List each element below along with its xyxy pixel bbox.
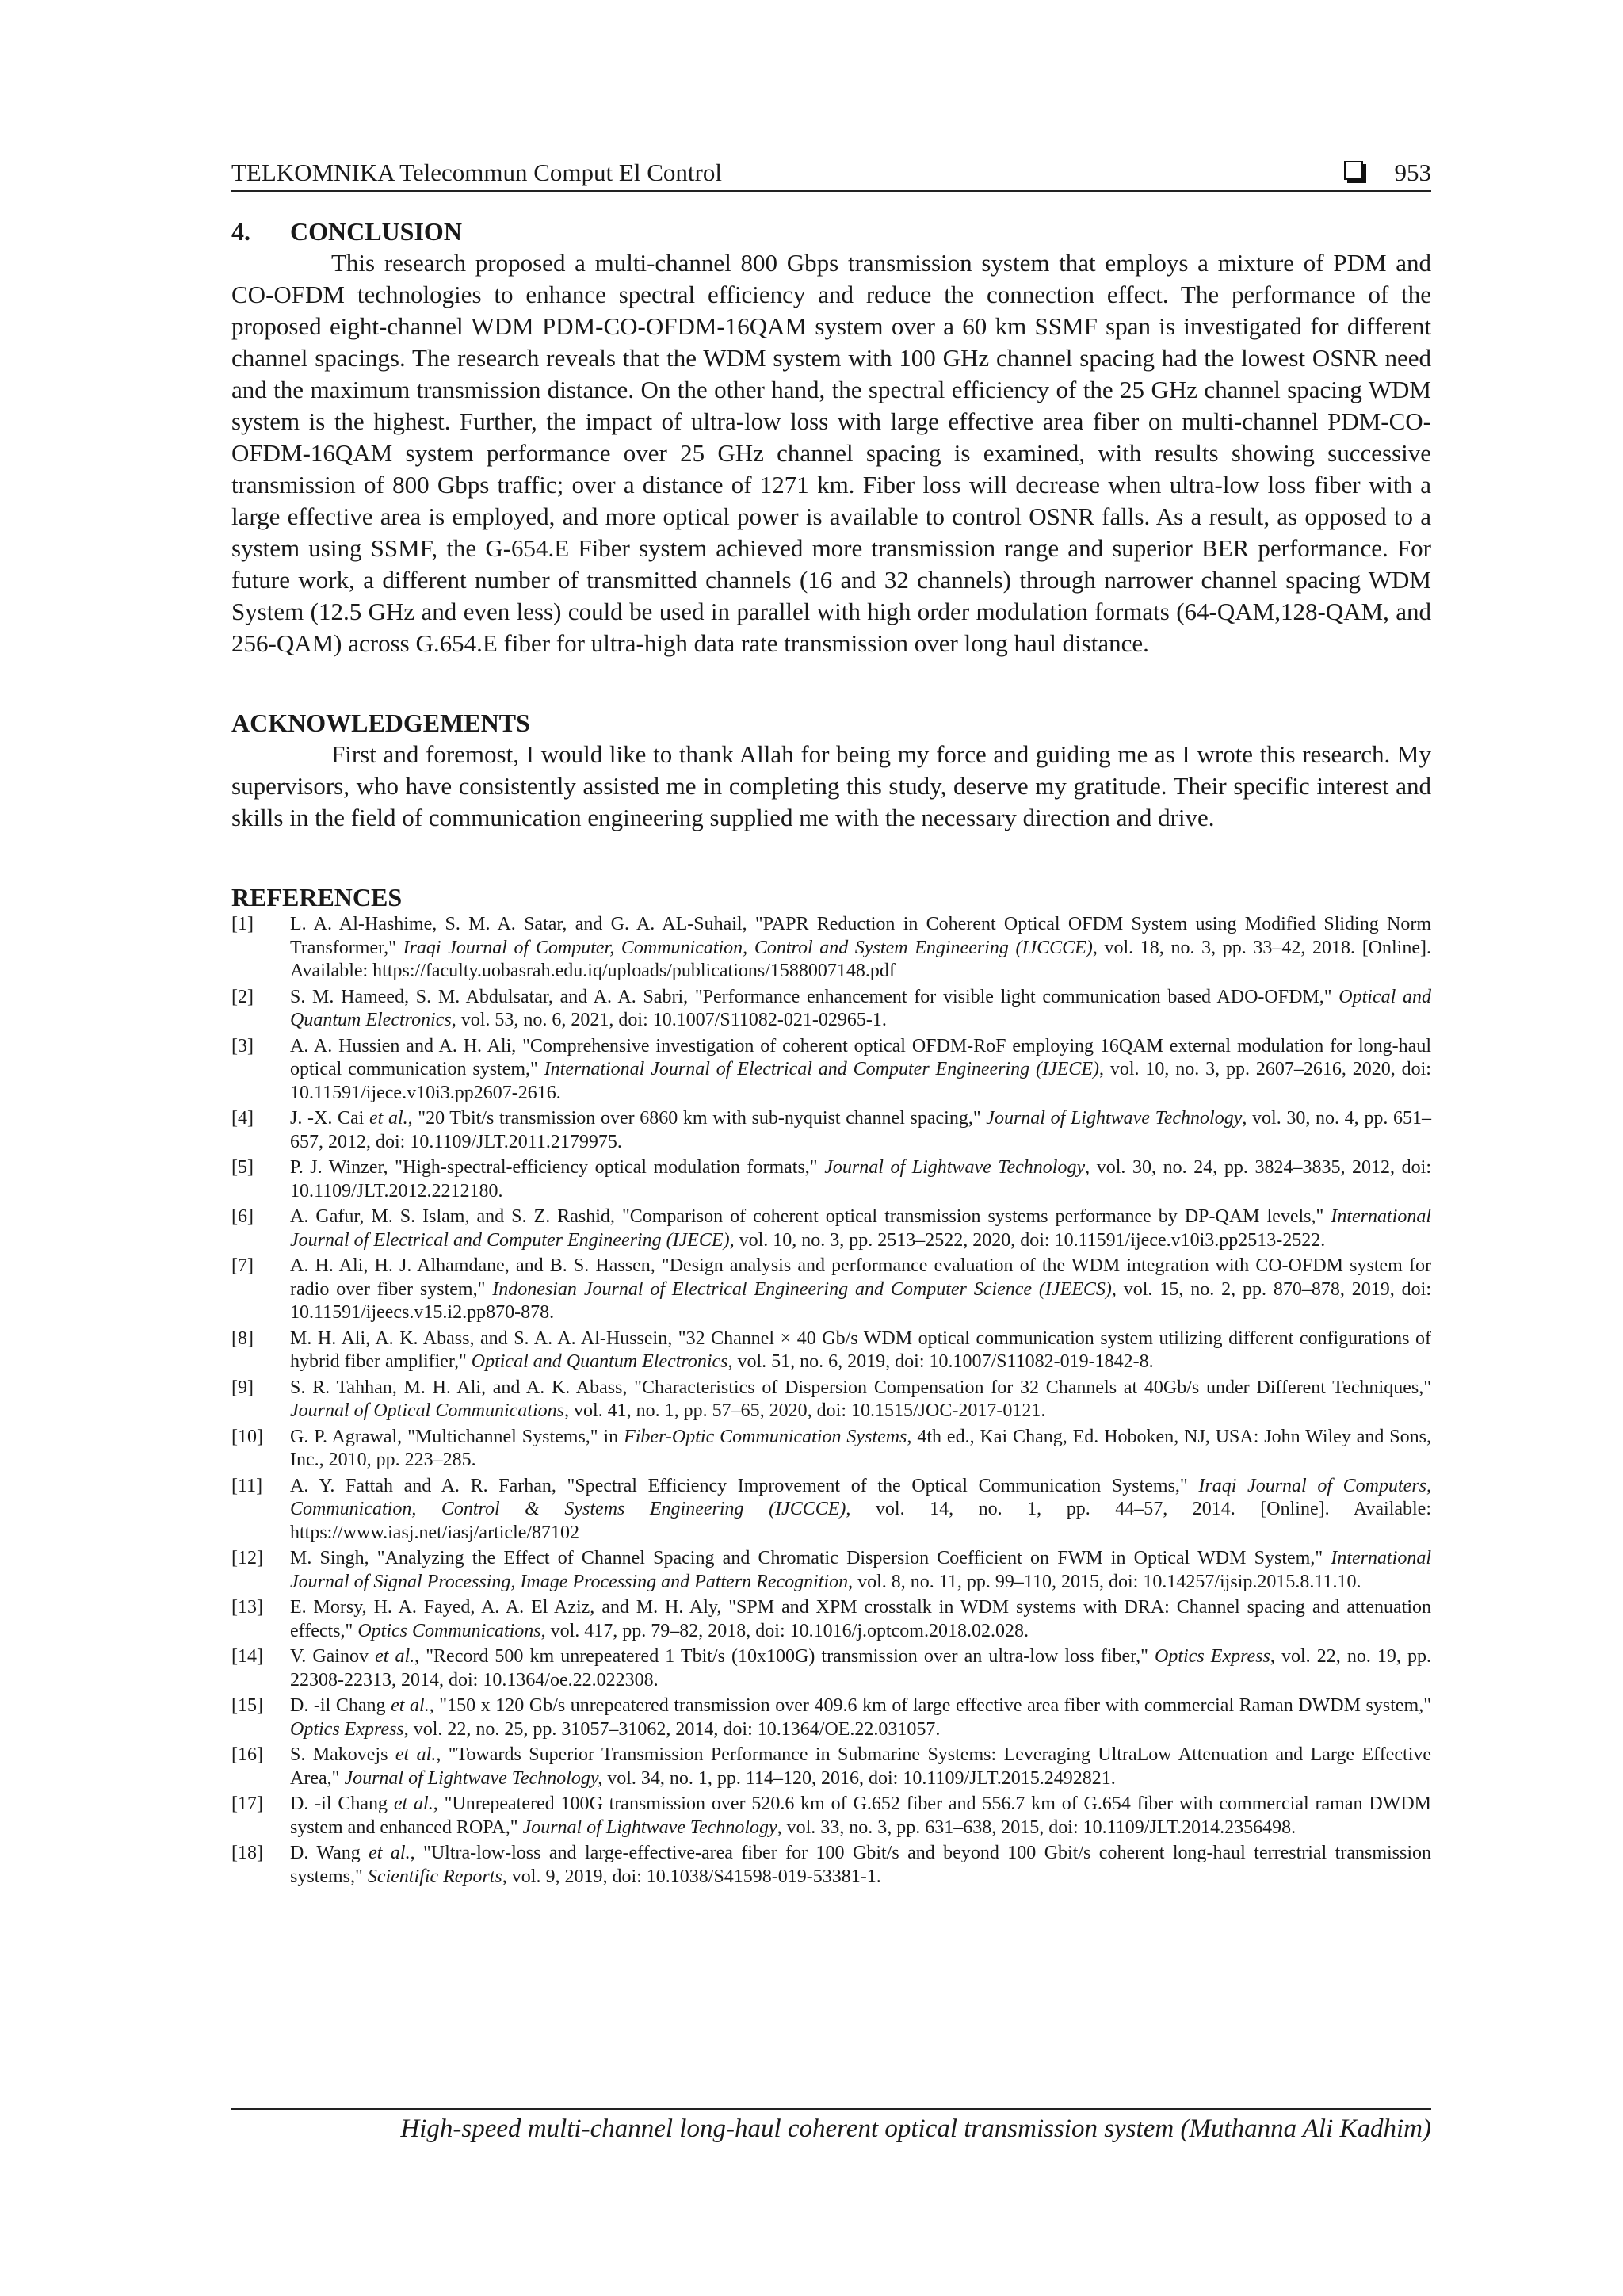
reference-segment: , vol. 33, no. 3, pp. 631–638, 2015, doi: 10.1109/JLT.2014.2356498.	[777, 1817, 1296, 1838]
reference-text	[290, 1426, 1431, 1473]
reference-number: [2]	[231, 986, 254, 1007]
reference-italic: et al.	[369, 1108, 408, 1129]
section-title: CONCLUSION	[290, 217, 462, 246]
reference-segment: S. R. Tahhan, M. H. Ali, and A. K. Abass, "Characteristics of Dispersion Compensation for 32 Channels at 40Gb/s under Different Techniques,"	[290, 1377, 1431, 1398]
reference-number: [3]	[231, 1035, 254, 1056]
reference-text	[290, 1475, 1431, 1545]
reference-italic: International Journal of Electrical and Computer Engineering (IJECE)	[290, 1206, 1431, 1251]
reference-segment: V. Gainov	[290, 1646, 376, 1667]
reference-italic: International Journal of Electrical and Computer Engineering (IJECE)	[544, 1059, 1099, 1079]
reference-segment: , "Record 500 km unrepeatered 1 Tbit/s (10x100G) transmission over an ultra-low loss fiber,"	[414, 1646, 1155, 1667]
reference-italic: et al.	[391, 1695, 430, 1716]
journal-title: TELKOMNIKA Telecommun Comput El Control	[231, 159, 722, 186]
reference-number: [6]	[231, 1206, 254, 1227]
reference-item	[231, 1205, 1431, 1252]
reference-segment: A. Y. Fattah and A. R. Farhan, "Spectral Efficiency Improvement of the Optical Communication Systems,"	[290, 1475, 1199, 1496]
reference-item	[231, 1328, 1431, 1374]
reference-segment: , "Towards Superior Transmission Performance in Submarine Systems: Leveraging UltraLow Attenuation and Large Effective Area,"	[290, 1744, 1432, 1789]
reference-item	[231, 1842, 1431, 1889]
page-number: 953	[1394, 159, 1431, 186]
reference-segment: , vol. 30, no. 24, pp. 3824–3835, 2012, doi: 10.1109/JLT.2012.2212180.	[290, 1157, 1431, 1201]
reference-italic: Iraqi Journal of Computer, Communication, Control and System Engineering (IJCCCE)	[403, 937, 1093, 958]
reference-number: [5]	[231, 1157, 254, 1178]
reference-segment: , vol. 30, no. 4, pp. 651–657, 2012, doi: 10.1109/JLT.2011.2179975.	[290, 1108, 1431, 1152]
reference-italic: Optics Communications	[357, 1620, 541, 1641]
reference-item	[231, 1645, 1431, 1692]
reference-text	[290, 1156, 1431, 1203]
reference-italic: et al.	[369, 1843, 411, 1863]
reference-item	[231, 913, 1431, 984]
reference-item	[231, 986, 1431, 1033]
reference-segment: D. -il Chang	[290, 1794, 394, 1814]
reference-segment: A. H. Ali, H. J. Alhamdane, and B. S. Hassen, "Design analysis and performance evaluation of the WDM integration with CO-OFDM system for radio over fiber system,"	[290, 1255, 1431, 1300]
reference-item	[231, 1793, 1431, 1839]
reference-text	[290, 1842, 1431, 1889]
reference-text	[290, 1255, 1431, 1325]
acknowledgements-heading: ACKNOWLEDGEMENTS	[231, 709, 530, 737]
reference-italic: et al.	[395, 1744, 437, 1765]
reference-segment: , vol. 22, no. 19, pp. 22308-22313, 2014, doi: 10.1364/oe.22.022308.	[290, 1646, 1431, 1690]
reference-number: [7]	[231, 1255, 254, 1276]
reference-segment: , vol. 15, no. 2, pp. 870–878, 2019, doi: 10.11591/ijeecs.v15.i2.pp870-878.	[290, 1278, 1431, 1323]
reference-number: [11]	[231, 1475, 263, 1496]
reference-segment: G. P. Agrawal, "Multichannel Systems," in	[290, 1426, 624, 1447]
reference-segment: , vol. 41, no. 1, pp. 57–65, 2020, doi: 10.1515/JOC-2017-0121.	[563, 1400, 1046, 1421]
reference-item	[231, 1694, 1431, 1741]
reference-italic: Fiber-Optic Communication Systems	[624, 1426, 907, 1447]
reference-number: [4]	[231, 1108, 254, 1129]
reference-item	[231, 1255, 1431, 1325]
reference-number: [18]	[231, 1843, 263, 1863]
reference-text	[290, 1035, 1431, 1106]
reference-text	[290, 1328, 1431, 1374]
reference-segment: , vol. 14, no. 1, pp. 44–57, 2014. [Online]. Available: https://www.iasj.net/iasj/article/87102	[290, 1499, 1431, 1543]
main-content	[231, 216, 1431, 1891]
section-number: 4.	[231, 217, 250, 246]
reference-number: [13]	[231, 1597, 263, 1618]
reference-segment: , vol. 53, no. 6, 2021, doi: 10.1007/S11082-021-02965-1.	[451, 1010, 887, 1030]
reference-item	[231, 1377, 1431, 1423]
reference-text	[290, 913, 1431, 984]
reference-italic: International Journal of Signal Processing, Image Processing and Pattern Recognition	[290, 1548, 1431, 1592]
reference-number: [10]	[231, 1426, 263, 1447]
reference-item	[231, 1426, 1431, 1473]
reference-text	[290, 1744, 1431, 1790]
reference-italic: Journal of Lightwave Technology	[824, 1157, 1086, 1178]
reference-italic: Journal of Optical Communications	[290, 1400, 564, 1421]
reference-text	[290, 1547, 1431, 1594]
reference-segment: , vol. 8, no. 11, pp. 99–110, 2015, doi: 10.14257/ijsip.2015.8.11.10.	[848, 1571, 1361, 1592]
reference-segment: , vol. 51, no. 6, 2019, doi: 10.1007/S11082-019-1842-8.	[727, 1351, 1154, 1372]
reference-number: [15]	[231, 1695, 263, 1716]
reference-segment: J. -X. Cai	[290, 1108, 369, 1129]
reference-number: [9]	[231, 1377, 254, 1398]
reference-text	[290, 1107, 1431, 1154]
reference-segment: vol. 34, no. 1, pp. 114–120, 2016, doi: 10.1109/JLT.2015.2492821.	[602, 1767, 1116, 1789]
reference-segment: S. Makovejs	[290, 1744, 395, 1765]
reference-item	[231, 1475, 1431, 1545]
reference-number: [17]	[231, 1794, 263, 1814]
reference-text	[290, 1645, 1431, 1692]
reference-segment: S. M. Hameed, S. M. Abdulsatar, and A. A. Sabri, "Performance enhancement for visible light communication based ADO-OFDM,"	[290, 986, 1339, 1007]
conclusion-heading	[231, 216, 1431, 247]
reference-italic: Indonesian Journal of Electrical Engineering and Computer Science (IJEECS)	[492, 1278, 1112, 1300]
reference-list	[231, 913, 1431, 1889]
reference-italic: Optical and Quantum Electronics	[290, 986, 1431, 1030]
reference-italic: et al.	[393, 1794, 433, 1814]
reference-segment: , "Unrepeatered 100G transmission over 520.6 km of G.652 fiber and 556.7 km of G.654 fiber with commercial raman DWDM system and enhanced ROPA,"	[290, 1794, 1431, 1838]
references-heading: REFERENCES	[231, 883, 403, 911]
reference-segment: , 4th ed., Kai Chang, Ed. Hoboken, NJ, USA: John Wiley and Sons, Inc., 2010, pp. 223–285.	[290, 1426, 1431, 1470]
reference-number: [16]	[231, 1744, 263, 1765]
reference-segment: , vol. 417, pp. 79–82, 2018, doi: 10.1016/j.optcom.2018.02.028.	[540, 1620, 1029, 1641]
reference-text	[290, 986, 1431, 1033]
running-header	[231, 155, 1431, 192]
reference-italic: Optical and Quantum Electronics	[471, 1351, 728, 1372]
reference-item	[231, 1596, 1431, 1643]
reference-text	[290, 1694, 1431, 1741]
reference-text	[290, 1793, 1431, 1839]
reference-item	[231, 1744, 1431, 1790]
reference-number: [12]	[231, 1548, 263, 1568]
reference-segment: , vol. 18, no. 3, pp. 33–42, 2018. [Online]. Available: https://faculty.uobasrah.edu.iq/uploads/publications/1588007148.pdf	[290, 937, 1431, 981]
reference-segment: A. Gafur, M. S. Islam, and S. Z. Rashid, "Comparison of coherent optical transmission systems performance by DP-QAM levels,"	[290, 1206, 1331, 1227]
reference-segment: E. Morsy, H. A. Fayed, A. A. El Aziz, and M. H. Aly, "SPM and XPM crosstalk in WDM systems with DRA: Channel spacing and attenuation effects,"	[290, 1597, 1431, 1641]
reference-segment: M. Singh, "Analyzing the Effect of Channel Spacing and Chromatic Dispersion Coefficient on FWM in Optical WDM System,"	[290, 1548, 1331, 1568]
reference-text	[290, 1377, 1431, 1423]
conclusion-paragraph: This research proposed a multi-channel 800 Gbps transmission system that employs a mixture of PDM and CO-OFDM technologies to enhance spectral efficiency and reduce the connection effect. The performance of the proposed eight-channel WDM PDM-CO-OFDM-16QAM system over a 60 km SSMF span is investigated for different channel spacings. The research reveals that the WDM system with 100 GHz channel spacing had the lowest OSNR need and the maximum transmission distance. On the other hand, the spectral efficiency of the 25 GHz channel spacing WDM system is the highest. Further, the impact of ultra-low loss with large effective area fiber on multi-channel PDM-CO-OFDM-16QAM system performance over 25 GHz channel spacing is examined, with results showing successive transmission of 800 Gbps traffic; over a distance of 1271 km. Fiber loss will decrease when ultra-low loss fiber with a large effective area is employed, and more optical power is available to control OSNR falls. As a result, as opposed to a system using SSMF, the G-654.E Fiber system achieved more transmission range and superior BER performance. For future work, a different number of transmitted channels (16 and 32 channels) through narrower channel spacing WDM System (12.5 GHz and even less) could be used in parallel with high order modulation formats (64-QAM,128-QAM, and 256-QAM) across G.654.E fiber for ultra-high data rate transmission over long haul distance.	[231, 249, 1431, 657]
reference-text	[290, 1596, 1431, 1643]
reference-segment: , vol. 10, no. 3, pp. 2607–2616, 2020, doi: 10.11591/ijece.v10i3.pp2607-2616.	[290, 1059, 1431, 1103]
reference-italic: Scientific Reports	[367, 1866, 502, 1887]
reference-segment: A. A. Hussien and A. H. Ali, "Comprehensive investigation of coherent optical OFDM-RoF employing 16QAM external modulation for long-haul optical communication system,"	[290, 1035, 1431, 1079]
reference-italic: Journal of Lightwave Technology,	[344, 1767, 603, 1789]
reference-segment: , vol. 9, 2019, doi: 10.1038/S41598-019-53381-1.	[502, 1866, 881, 1887]
reference-italic: Journal of Lightwave Technology	[986, 1108, 1243, 1129]
reference-segment: , vol. 22, no. 25, pp. 31057–31062, 2014, doi: 10.1364/OE.22.031057.	[403, 1718, 941, 1740]
reference-italic: Iraqi Journal of Computers, Communication, Control & Systems Engineering (IJCCCE)	[290, 1475, 1432, 1519]
reference-segment: M. H. Ali, A. K. Abass, and S. A. A. Al-Hussein, "32 Channel × 40 Gb/s WDM optical communication system utilizing different configurations of hybrid fiber amplifier,"	[290, 1328, 1431, 1372]
reference-segment: , "20 Tbit/s transmission over 6860 km with sub-nyquist channel spacing,"	[407, 1108, 987, 1129]
reference-segment: D. Wang	[290, 1843, 369, 1863]
reference-text	[290, 1205, 1431, 1252]
reference-number: [14]	[231, 1646, 263, 1667]
reference-segment: , vol. 10, no. 3, pp. 2513–2522, 2020, doi: 10.11591/ijece.v10i3.pp2513-2522.	[729, 1229, 1326, 1251]
reference-item	[231, 1035, 1431, 1106]
header-right	[1344, 159, 1432, 187]
reference-segment: P. J. Winzer, "High-spectral-efficiency optical modulation formats,"	[290, 1157, 825, 1178]
reference-segment: , "Ultra-low-loss and large-effective-area fiber for 100 Gbit/s and beyond 100 Gbit/s coherent long-haul terrestrial transmission systems,"	[290, 1843, 1431, 1887]
running-footer: High-speed multi-channel long-haul coherent optical transmission system (Muthanna Ali Kadhim)	[231, 2108, 1431, 2144]
checkbox-square-icon	[1344, 161, 1363, 180]
reference-segment: , "150 x 120 Gb/s unrepeatered transmission over 409.6 km of large effective area fiber with commercial Raman DWDM system,"	[429, 1695, 1431, 1716]
reference-italic: Optics Express	[290, 1718, 404, 1740]
reference-item	[231, 1547, 1431, 1594]
reference-item	[231, 1156, 1431, 1203]
reference-number: [1]	[231, 914, 254, 934]
reference-italic: et al.	[375, 1646, 415, 1667]
reference-number: [8]	[231, 1328, 254, 1349]
reference-segment: D. -il Chang	[290, 1695, 391, 1716]
acknowledgements-paragraph: First and foremost, I would like to thank Allah for being my force and guiding me as I wrote this research. My supervisors, who have consistently assisted me in completing this study, deserve my gratitude. Their specific interest and skills in the field of communication engineering supplied me with the necessary direction and drive.	[231, 740, 1431, 831]
reference-italic: Journal of Lightwave Technology	[522, 1817, 777, 1838]
reference-item	[231, 1107, 1431, 1154]
reference-segment: L. A. Al-Hashime, S. M. A. Satar, and G. A. AL-Suhail, "PAPR Reduction in Coherent Optical OFDM System using Modified Sliding Norm Transformer,"	[290, 914, 1431, 958]
reference-italic: Optics Express	[1155, 1646, 1270, 1667]
